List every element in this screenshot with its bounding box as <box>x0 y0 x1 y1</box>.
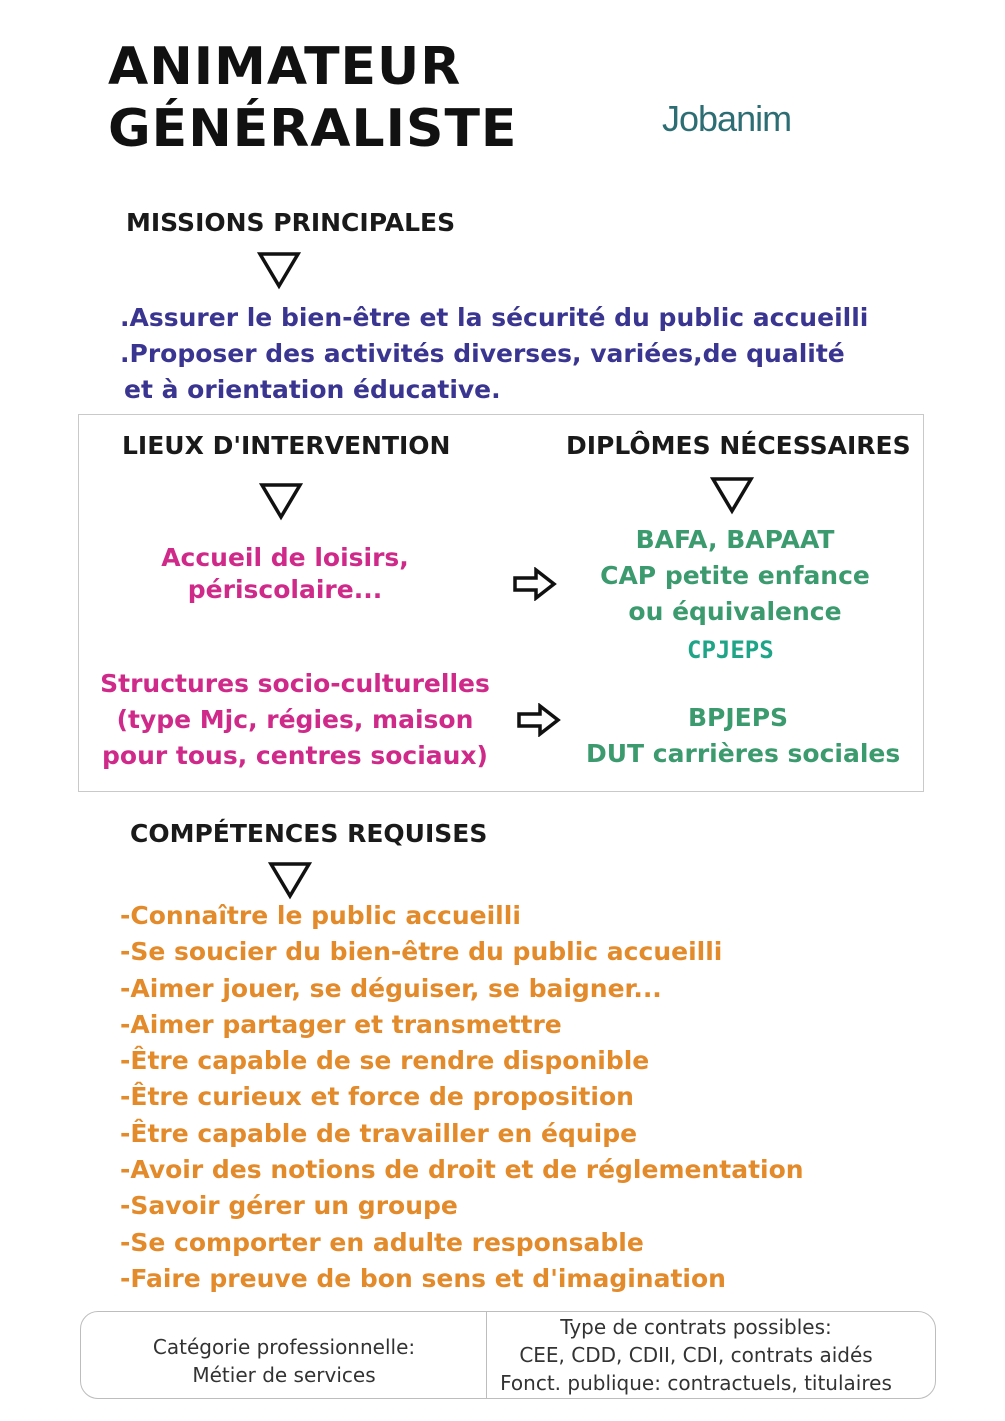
right-arrow-icon <box>516 703 562 737</box>
lieux-heading: LIEUX D'INTERVENTION <box>122 431 451 460</box>
down-triangle-icon <box>710 475 754 515</box>
diplomes-heading: DIPLÔMES NÉCESSAIRES <box>566 431 911 460</box>
down-triangle-icon <box>257 250 301 290</box>
lieux-line: Accueil de loisirs, <box>161 543 409 572</box>
lieux-group-1 <box>140 540 430 608</box>
lieux-line: Structures socio-culturelles <box>100 669 490 698</box>
competence-item: -Être capable de se rendre disponible <box>120 1046 650 1076</box>
competences-heading: COMPÉTENCES REQUISES <box>130 819 488 848</box>
mission-item: et à orientation éducative. <box>124 375 501 404</box>
footer-contracts-line: CEE, CDD, CDII, CDI, contrats aidés <box>519 1343 873 1367</box>
diplome-line: DUT carrières sociales <box>586 739 901 768</box>
competence-item: -Être curieux et force de proposition <box>120 1082 634 1112</box>
competence-item: -Aimer jouer, se déguiser, se baigner... <box>120 973 662 1003</box>
competence-item: -Être capable de travailler en équipe <box>120 1118 638 1148</box>
footer-contracts-line: Fonct. publique: contractuels, titulaires <box>500 1371 892 1395</box>
competence-item: -Connaître le public accueilli <box>120 901 521 930</box>
competence-item: -Aimer partager et transmettre <box>120 1009 562 1039</box>
footer-category <box>86 1333 482 1389</box>
diplome-line: CAP petite enfance <box>600 561 870 590</box>
down-triangle-icon <box>268 860 312 900</box>
footer-category-label: Catégorie professionnelle: <box>152 1335 416 1359</box>
lieux-group-2 <box>100 666 490 774</box>
title-line-1: ANIMATEUR <box>108 37 462 97</box>
mission-item: .Assurer le bien-être et la sécurité du public accueilli <box>120 303 869 332</box>
diplome-line: BAFA, BAPAAT <box>635 525 835 554</box>
jobanim-logo: Jobanim <box>662 98 792 139</box>
competences-list <box>120 898 804 1297</box>
page-title <box>108 36 517 160</box>
footer-divider <box>486 1311 487 1399</box>
footer-category-value: Métier de services <box>192 1363 376 1387</box>
competence-item: -Se comporter en adulte responsable <box>120 1227 644 1257</box>
lieux-line: (type Mjc, régies, maison <box>116 705 474 734</box>
footer-contracts <box>490 1313 902 1397</box>
title-line-2: GÉNÉRALISTE <box>108 99 518 159</box>
mission-item: .Proposer des activités diverses, variées,de qualité <box>120 339 845 368</box>
diplome-line: BPJEPS <box>687 703 789 732</box>
footer-contracts-label: Type de contrats possibles: <box>560 1315 832 1339</box>
competence-item: -Savoir gérer un groupe <box>120 1191 458 1221</box>
right-arrow-icon <box>512 567 558 601</box>
diplome-cpjeps: CPJEPS <box>687 636 774 664</box>
competence-item: -Se soucier du bien-être du public accueilli <box>120 937 723 967</box>
diplomes-group-1 <box>590 522 880 630</box>
missions-heading: MISSIONS PRINCIPALES <box>126 208 456 237</box>
missions-list <box>120 300 868 408</box>
lieux-line: pour tous, centres sociaux) <box>102 741 488 770</box>
down-triangle-icon <box>259 481 303 521</box>
lieux-line: périscolaire... <box>187 575 383 604</box>
competence-item: -Avoir des notions de droit et de réglementation <box>120 1155 804 1185</box>
diplome-line: ou équivalence <box>628 597 842 626</box>
competence-item: -Faire preuve de bon sens et d'imagination <box>120 1263 726 1293</box>
diplomes-group-2 <box>586 700 901 772</box>
